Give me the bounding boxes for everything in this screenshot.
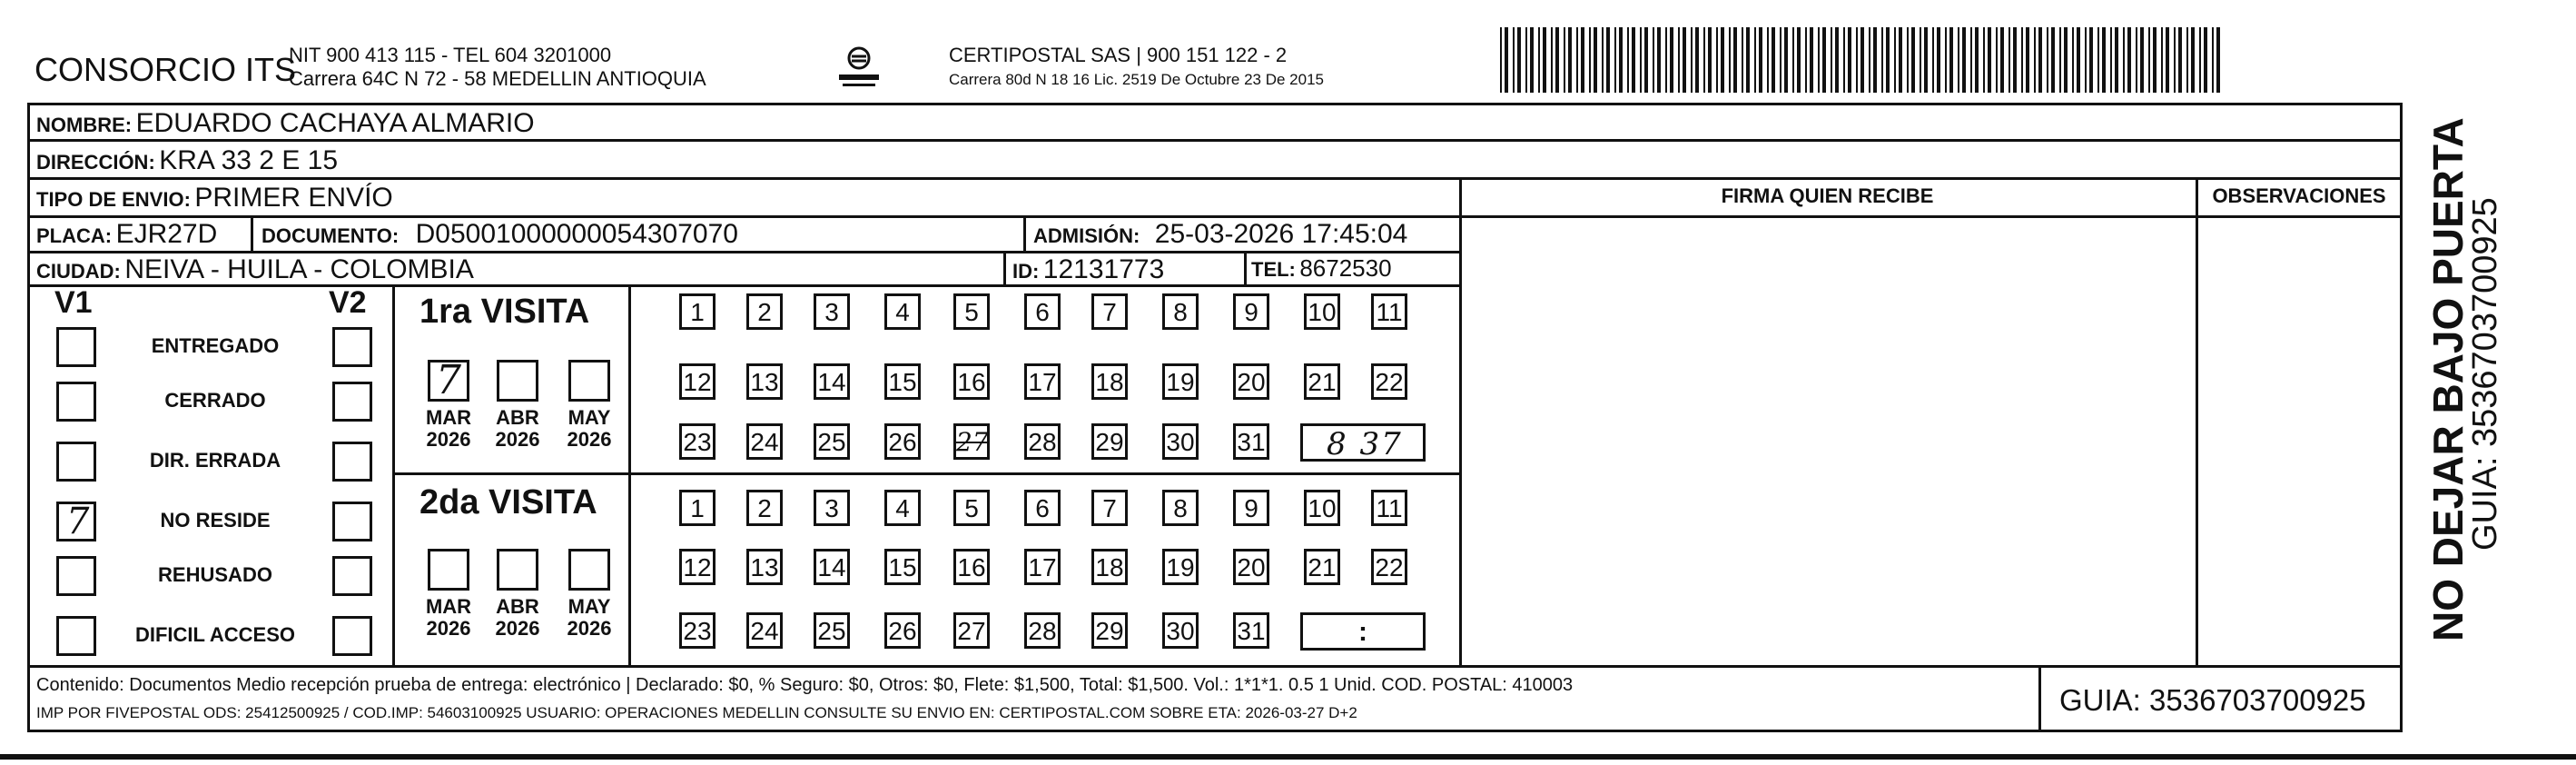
id-row — [1012, 254, 1164, 285]
barcode-bar — [1784, 27, 1788, 93]
footer-contenido: Contenido: Documentos Medio recepción prueba de entrega: electrónico | Declarado: $0, % Seguro: $0, Otros: $0, Flete: $1,500, Total: $1,500. Vol.: 1*1*1. 0.5 1 Unid. COD. POSTAL: 410003 — [36, 675, 1574, 695]
first-visit-month-label-abr — [486, 407, 549, 451]
barcode-bar — [1513, 27, 1515, 93]
second-visit-day-2[interactable]: 2 — [746, 490, 783, 526]
barcode-bar — [1670, 27, 1673, 93]
barcode-bar — [2064, 27, 2068, 93]
month-name: MAR — [425, 595, 472, 618]
barcode-bar — [2216, 27, 2220, 93]
first-visit-day-5[interactable]: 5 — [953, 293, 990, 330]
barcode-bar — [1538, 27, 1540, 93]
barcode-bar — [1754, 27, 1756, 93]
barcode-bar — [2136, 27, 2137, 93]
barcode-bar — [2191, 27, 2195, 93]
certipostal-line: CERTIPOSTAL SAS | 900 151 122 - 2 — [949, 44, 1288, 66]
second-visit-day-13[interactable]: 13 — [746, 549, 783, 585]
second-visit-day-14[interactable]: 14 — [814, 549, 850, 585]
month-name: ABR — [496, 406, 539, 429]
first-visit-day-3[interactable]: 3 — [814, 293, 850, 330]
barcode-bar — [1657, 27, 1661, 93]
first-visit-day-4[interactable]: 4 — [884, 293, 921, 330]
reason-cerrado: CERRADO — [164, 389, 266, 412]
id-divider — [1003, 251, 1006, 287]
first-visit-day-23[interactable]: 23 — [679, 423, 716, 460]
first-visit-day-17[interactable]: 17 — [1024, 363, 1061, 400]
second-visit-month-label-abr — [486, 596, 549, 640]
barcode-bar — [1848, 27, 1851, 93]
footer-top — [27, 665, 2403, 668]
row-line-2 — [27, 177, 2403, 180]
first-visit-day-20[interactable]: 20 — [1233, 363, 1269, 400]
barcode-bar — [1644, 27, 1648, 93]
ciudad-label: CIUDAD: — [36, 260, 121, 283]
side-guia: GUIA: 3536703700925 — [2466, 197, 2504, 551]
barcode-bar — [2059, 27, 2061, 93]
barcode-bar — [2186, 27, 2188, 93]
tel-value: 8672530 — [1299, 254, 1392, 282]
frame-bottom — [27, 730, 2403, 732]
observaciones-header: OBSERVACIONES — [2212, 184, 2386, 207]
ciudad-row — [36, 254, 474, 285]
second-visit-day-4[interactable]: 4 — [884, 490, 921, 526]
placa-row — [36, 219, 217, 250]
barcode-bar — [2212, 27, 2214, 93]
second-visit-day-30[interactable]: 30 — [1162, 612, 1199, 649]
v2-label: V2 — [329, 285, 367, 320]
barcode-bar — [1869, 27, 1870, 93]
second-visit-month-label-mar — [417, 596, 480, 640]
second-visit-day-8[interactable]: 8 — [1162, 490, 1199, 526]
barcode-bar — [2178, 27, 2182, 93]
first-visit-month-label-may — [558, 407, 621, 451]
barcode-bar — [1958, 27, 1959, 93]
nombre-row — [36, 108, 535, 139]
first-visit-day-30[interactable]: 30 — [1162, 423, 1199, 460]
first-visit-day-10[interactable]: 10 — [1304, 293, 1340, 330]
second-visit-day-10[interactable]: 10 — [1304, 490, 1340, 526]
second-visit-day-24[interactable]: 24 — [746, 612, 783, 649]
barcode-bar — [1505, 27, 1508, 93]
direccion-value: KRA 33 2 E 15 — [159, 145, 339, 175]
company-name: CONSORCIO ITS — [35, 51, 297, 88]
barcode-bar — [2166, 27, 2169, 93]
barcode-bar — [1683, 27, 1686, 93]
second-visit-day-7[interactable]: 7 — [1091, 490, 1128, 526]
barcode-bar — [2153, 27, 2157, 93]
barcode-bar — [1831, 27, 1832, 93]
barcode-bar — [1742, 27, 1743, 93]
barcode-bar — [1899, 27, 1902, 93]
barcode-bar — [2085, 27, 2087, 93]
first-visit-day-26[interactable]: 26 — [884, 423, 921, 460]
barcode-bar — [1970, 27, 1972, 93]
barcode-bar — [1581, 27, 1584, 93]
month-name: MAR — [425, 406, 472, 429]
second-visit-day-6[interactable]: 6 — [1024, 490, 1061, 526]
second-time-box[interactable] — [1300, 612, 1426, 651]
first-visit-day-1[interactable]: 1 — [679, 293, 716, 330]
direccion-row — [36, 145, 338, 176]
barcode-bar — [1759, 27, 1762, 93]
first-visit-month-abr[interactable] — [497, 360, 538, 402]
barcode-bar — [1602, 27, 1604, 93]
v2-checkbox-no-reside[interactable] — [332, 502, 372, 541]
barcode-bar — [1564, 27, 1565, 93]
barcode-bar — [1911, 27, 1915, 93]
barcode-bar — [1975, 27, 1979, 93]
first-visit-day-12[interactable]: 12 — [679, 363, 716, 400]
v2-checkbox-dir-errada[interactable] — [332, 442, 372, 482]
placa-label: PLACA: — [36, 224, 113, 247]
first-visit-month-may[interactable] — [568, 360, 610, 402]
first-visit-day-27[interactable]: 27 — [953, 423, 990, 460]
documento-row — [262, 219, 738, 250]
barcode-bar — [2034, 27, 2036, 93]
second-visit-day-28[interactable]: 28 — [1024, 612, 1061, 649]
second-visit-day-27[interactable]: 27 — [953, 612, 990, 649]
barcode-bar — [1708, 27, 1712, 93]
barcode-bar — [1772, 27, 1775, 93]
certipostal-logo — [834, 42, 884, 93]
second-visit-day-3[interactable]: 3 — [814, 490, 850, 526]
first-visit-day-22[interactable]: 22 — [1371, 363, 1407, 400]
first-month-mark: 7 — [436, 357, 461, 403]
no-reside-mark: 7 — [66, 501, 90, 542]
months-divider — [628, 284, 631, 666]
admision-value: 25-03-2026 17:45:04 — [1154, 219, 1408, 249]
first-visit-day-25[interactable]: 25 — [814, 423, 850, 460]
reason-rehusado: REHUSADO — [158, 563, 272, 586]
second-visit-day-23[interactable]: 23 — [679, 612, 716, 649]
first-visit-day-24[interactable]: 24 — [746, 423, 783, 460]
first-visit-day-11[interactable]: 11 — [1371, 293, 1407, 330]
second-time-value: : — [1358, 617, 1367, 647]
firma-divider — [1459, 177, 1462, 668]
barcode-bar — [1568, 27, 1572, 93]
barcode-bar — [1988, 27, 1991, 93]
barcode-bar — [1733, 27, 1737, 93]
barcode-bar — [1543, 27, 1546, 93]
second-visit-day-12[interactable]: 12 — [679, 549, 716, 585]
page-edge — [0, 754, 2576, 760]
barcode-bar — [2161, 27, 2163, 93]
second-visit-day-17[interactable]: 17 — [1024, 549, 1061, 585]
barcode-bar — [2000, 27, 2004, 93]
first-visit-day-9[interactable]: 9 — [1233, 293, 1269, 330]
barcode-bar — [1555, 27, 1559, 93]
barcode-bar — [1907, 27, 1909, 93]
barcode-bar — [1517, 27, 1521, 93]
v1-checkbox-dir-errada[interactable] — [56, 442, 96, 482]
barcode-bar — [1924, 27, 1928, 93]
admision-row — [1033, 219, 1407, 250]
barcode-bar — [1962, 27, 1966, 93]
tipo-row — [36, 183, 393, 214]
barcode-bar — [1551, 27, 1553, 93]
v2-checkbox-dificil-acceso[interactable] — [332, 616, 372, 656]
v1-label: V1 — [54, 285, 93, 320]
tel-row — [1251, 254, 1392, 283]
admision-label: ADMISIÓN: — [1033, 224, 1140, 247]
barcode-bar — [1576, 27, 1578, 93]
v2-checkbox-rehusado[interactable] — [332, 556, 372, 596]
second-visit-day-31[interactable]: 31 — [1233, 612, 1269, 649]
frame-left — [27, 103, 30, 732]
barcode-bar — [1678, 27, 1680, 93]
barcode-bar — [1894, 27, 1896, 93]
barcode-bar — [2026, 27, 2029, 93]
barcode-bar — [1780, 27, 1781, 93]
barcode-bar — [1729, 27, 1731, 93]
footer-guia: GUIA: 3536703700925 — [2059, 683, 2366, 717]
first-visit-day-19[interactable]: 19 — [1162, 363, 1199, 400]
first-time-box[interactable] — [1300, 423, 1426, 462]
barcode-bar — [2097, 27, 2099, 93]
barcode-bar — [1614, 27, 1616, 93]
barcode-bar — [2110, 27, 2112, 93]
barcode-bar — [1937, 27, 1940, 93]
first-visit-day-15[interactable]: 15 — [884, 363, 921, 400]
barcode-bar — [1873, 27, 1877, 93]
barcode-bar — [2072, 27, 2074, 93]
barcode-bar — [1653, 27, 1654, 93]
first-visit-day-16[interactable]: 16 — [953, 363, 990, 400]
footer-guia-divider — [2038, 665, 2041, 732]
barcode-bar — [2008, 27, 2010, 93]
second-visit-day-25[interactable]: 25 — [814, 612, 850, 649]
second-visit-day-29[interactable]: 29 — [1091, 612, 1128, 649]
barcode-bar — [1945, 27, 1947, 93]
barcode-bar — [2199, 27, 2201, 93]
month-year: 2026 — [426, 428, 471, 451]
reason-dificil-acceso: DIFICIL ACCESO — [134, 623, 295, 646]
nombre-label: NOMBRE: — [36, 114, 133, 136]
row-line-3 — [27, 215, 2403, 218]
first-visit-day-14[interactable]: 14 — [814, 363, 850, 400]
documento-label: DOCUMENTO: — [262, 224, 400, 247]
second-visit-day-9[interactable]: 9 — [1233, 490, 1269, 526]
direccion-label: DIRECCIÓN: — [36, 151, 155, 174]
second-visit-day-15[interactable]: 15 — [884, 549, 921, 585]
frame-top — [27, 103, 2403, 105]
barcode-bar — [1721, 27, 1724, 93]
placa-value: EJR27D — [115, 219, 218, 249]
barcode-bar — [1983, 27, 1985, 93]
barcode-bar — [2051, 27, 2055, 93]
barcode-bar — [1856, 27, 1858, 93]
month-name: ABR — [496, 595, 539, 618]
barcode-bar — [1627, 27, 1629, 93]
footer-imp: IMP POR FIVEPOSTAL ODS: 25412500925 / COD.IMP: 54603100925 USUARIO: OPERACIONES MEDELLIN CONSULTE SU ENVIO EN: CERTIPOSTAL.COM SOBRE ETA: 2026-03-27 D+2 — [36, 704, 1357, 721]
side-warning: NO DEJAR BAJO PUERTA — [2424, 117, 2472, 641]
barcode-bar — [1818, 27, 1820, 93]
barcode-bar — [1691, 27, 1693, 93]
reasons-divider — [392, 284, 395, 666]
first-visit-day-2[interactable]: 2 — [746, 293, 783, 330]
barcode-bar — [1886, 27, 1890, 93]
barcode-bar — [2115, 27, 2118, 93]
first-visit-day-18[interactable]: 18 — [1091, 363, 1128, 400]
month-year: 2026 — [426, 617, 471, 640]
admision-divider — [1023, 215, 1026, 252]
v2-checkbox-cerrado[interactable] — [332, 382, 372, 422]
second-visit-day-5[interactable]: 5 — [953, 490, 990, 526]
barcode-bar — [2021, 27, 2023, 93]
barcode-bar — [1703, 27, 1705, 93]
obs-divider-left — [2196, 177, 2198, 668]
barcode-bar — [1632, 27, 1635, 93]
tel-label: TEL: — [1251, 258, 1296, 281]
second-visit-day-21[interactable]: 21 — [1304, 549, 1340, 585]
barcode-bar — [1530, 27, 1534, 93]
barcode-bar — [1843, 27, 1845, 93]
second-visit-month-abr[interactable] — [497, 549, 538, 591]
first-visit-day-21[interactable]: 21 — [1304, 363, 1340, 400]
barcode-bar — [2148, 27, 2150, 93]
barcode-bar — [1920, 27, 1921, 93]
barcode-bar — [2174, 27, 2176, 93]
barcode-bar — [1594, 27, 1597, 93]
tipo-label: TIPO DE ENVIO: — [36, 188, 191, 211]
barcode-bar — [1996, 27, 1998, 93]
second-visit-month-label-may — [558, 596, 621, 640]
ciudad-value: NEIVA - HUILA - COLOMBIA — [124, 254, 474, 284]
barcode-bar — [1835, 27, 1839, 93]
first-visit-month-mar[interactable] — [428, 357, 469, 403]
company-address: Carrera 64C N 72 - 58 MEDELLIN ANTIOQUIA — [289, 67, 706, 90]
v1-checkbox-no-reside[interactable] — [56, 502, 96, 541]
barcode-bar — [1640, 27, 1642, 93]
month-year: 2026 — [495, 428, 540, 451]
barcode-bar — [1716, 27, 1718, 93]
barcode-bar — [2047, 27, 2048, 93]
second-visit-day-11[interactable]: 11 — [1371, 490, 1407, 526]
second-visit-day-16[interactable]: 16 — [953, 549, 990, 585]
barcode-bar — [2013, 27, 2017, 93]
first-visit-day-29[interactable]: 29 — [1091, 423, 1128, 460]
month-name: MAY — [568, 595, 611, 618]
v1-checkbox-dificil-acceso[interactable] — [56, 616, 96, 656]
first-visit-day-31[interactable]: 31 — [1233, 423, 1269, 460]
tel-divider — [1244, 251, 1247, 287]
barcode-bar — [1746, 27, 1750, 93]
reason-dir-errada: DIR. ERRADA — [149, 449, 281, 472]
second-visit-day-19[interactable]: 19 — [1162, 549, 1199, 585]
v1-checkbox-cerrado[interactable] — [56, 382, 96, 422]
barcode-bar — [1822, 27, 1826, 93]
barcode-bar — [1665, 27, 1667, 93]
barcode-bar — [1606, 27, 1610, 93]
barcode-bar — [1589, 27, 1591, 93]
barcode-bar — [2102, 27, 2106, 93]
row-line-1 — [27, 139, 2403, 142]
barcode-bar — [1810, 27, 1813, 93]
second-visit-day-20[interactable]: 20 — [1233, 549, 1269, 585]
license-line: Carrera 80d N 18 16 Lic. 2519 De Octubre 23 De 2015 — [949, 71, 1324, 88]
id-value: 12131773 — [1042, 254, 1165, 284]
barcode-bar — [1932, 27, 1934, 93]
id-label: ID: — [1012, 260, 1040, 283]
barcode-bar — [1792, 27, 1794, 93]
second-visit-day-26[interactable]: 26 — [884, 612, 921, 649]
nombre-value: EDUARDO CACHAYA ALMARIO — [135, 108, 535, 138]
second-visit-title: 2da VISITA — [419, 483, 597, 522]
frame-right — [2400, 103, 2403, 732]
second-visit-day-18[interactable]: 18 — [1091, 549, 1128, 585]
barcode-bar — [1695, 27, 1699, 93]
v2-checkbox-entregado[interactable] — [332, 327, 372, 367]
month-year: 2026 — [567, 617, 612, 640]
barcode-bar — [2127, 27, 2131, 93]
first-visit-day-28[interactable]: 28 — [1024, 423, 1061, 460]
tipo-value: PRIMER ENVÍO — [194, 183, 393, 213]
first-visit-day-13[interactable]: 13 — [746, 363, 783, 400]
second-visit-month-may[interactable] — [568, 549, 610, 591]
first-visit-day-8[interactable]: 8 — [1162, 293, 1199, 330]
barcode-bar — [2038, 27, 2042, 93]
company-nit: NIT 900 413 115 - TEL 604 3201000 — [289, 44, 612, 66]
visits-divider — [392, 472, 1462, 475]
month-year: 2026 — [567, 428, 612, 451]
placa-divider — [251, 215, 253, 252]
first-visit-month-label-mar — [417, 407, 480, 451]
barcode — [1500, 27, 2225, 93]
month-name: MAY — [568, 406, 611, 429]
barcode-bar — [2204, 27, 2207, 93]
barcode-bar — [2123, 27, 2125, 93]
v1-checkbox-entregado[interactable] — [56, 327, 96, 367]
barcode-bar — [1525, 27, 1527, 93]
barcode-bar — [1500, 27, 1502, 93]
barcode-bar — [2140, 27, 2144, 93]
first-visit-title: 1ra VISITA — [419, 293, 590, 331]
reason-no-reside: NO RESIDE — [160, 509, 271, 532]
month-year: 2026 — [495, 617, 540, 640]
v1-checkbox-rehusado[interactable] — [56, 556, 96, 596]
barcode-bar — [2077, 27, 2080, 93]
barcode-bar — [2089, 27, 2093, 93]
second-visit-day-22[interactable]: 22 — [1371, 549, 1407, 585]
reason-entregado: ENTREGADO — [151, 334, 280, 357]
second-visit-month-mar[interactable] — [428, 549, 469, 591]
second-visit-day-1[interactable]: 1 — [679, 490, 716, 526]
barcode-bar — [1949, 27, 1953, 93]
first-visit-day-7[interactable]: 7 — [1091, 293, 1128, 330]
barcode-bar — [1797, 27, 1801, 93]
barcode-bar — [1767, 27, 1769, 93]
barcode-bar — [1881, 27, 1883, 93]
barcode-bar — [1619, 27, 1623, 93]
first-visit-day-6[interactable]: 6 — [1024, 293, 1061, 330]
barcode-bar — [1805, 27, 1807, 93]
barcode-bar — [1860, 27, 1864, 93]
documento-value: D05001000000054307070 — [415, 219, 738, 249]
firma-header: FIRMA QUIEN RECIBE — [1721, 184, 1934, 207]
first-time-value: 8 37 — [1327, 426, 1403, 462]
